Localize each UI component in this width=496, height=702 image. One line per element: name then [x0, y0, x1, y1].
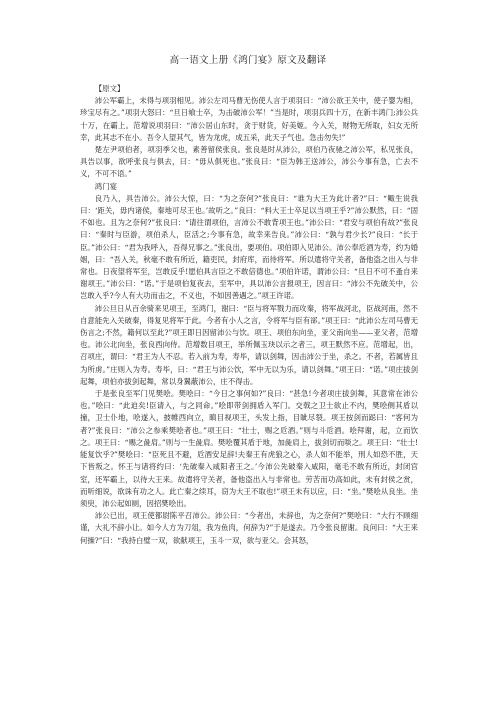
document-title: 高一语文上册《鸿门宴》原文及翻译: [169, 55, 327, 66]
paragraph-2: 楚左尹项伯者，项羽季父也，素善留侯张良。张良是时从沛公，项伯乃夜驰之沛公军，私见张良，具告以事，欲呼张良与俱去，曰：“毋从俱死也。”张良曰：“臣为韩王送沛公，沛公今事有急，亡去不义，不可不语。”: [80, 145, 418, 179]
paragraph-4: 沛公旦日从百余骑来见项王，至鸿门，谢曰：“臣与将军戮力而攻秦，将军战河北，臣战河南，然不自意能先入关破秦，得复见将军于此。今者有小人之言，令将军与臣有郤。”项王曰：“此沛公左司马曹无伤言之;不然，籍何以至此?”项王即日因留沛公与饮。项王、项伯东向坐，亚父南向坐——亚父者，范增也。沛公北向坐，张良西向侍。范增数目项王，举所佩玉玦以示之者三，项王默然不应。范增起，出，召项庄，谓曰：“君王为人不忍。若入前为寿，寿毕，请以剑舞，因击沛公于坐，杀之。不者，若属皆且为所虏。”庄则入为寿。寿毕，曰：“君王与沛公饮，军中无以为乐，请以剑舞。”项王曰：“诺。”项庄拔剑起舞，项伯亦拔剑起舞，常以身翼蔽沛公，庄不得击。: [80, 303, 418, 386]
paragraph-1: 沛公军霸上，未得与项羽相见。沛公左司马曹无伤使人言于项羽曰：“沛公欲王关中，使子婴为相，珍宝尽有之。”项羽大怒曰：“旦日飨士卒，为击破沛公军！”当是时，项羽兵四十万，在新丰鸿门;沛公兵十万，在霸上。范增说项羽曰：“沛公居山东时，贪于财货，好美姬。今入关，财物无所取，妇女无所幸，此其志不在小。吾令人望其气，皆为龙虎，成五采，此天子气也。急击勿失!”: [80, 96, 418, 142]
paragraph-6: 沛公已出，项王使都尉陈平召沛公。沛公曰：“今者出，未辞也，为之奈何?”樊哙曰：“大行不顾细谨，大礼不辞小让。如今人方为刀俎，我为鱼肉，何辞为?”于是遂去。乃令张良留谢。良问曰：“大王来何操?”曰：“我持白璧一双，欲献项王，玉斗一双，欲与亚父。会其怒，: [80, 511, 418, 545]
document-body: [80, 83, 418, 547]
section-heading-original: 【原文】: [94, 84, 125, 93]
paragraph-5: 于是张良至军门见樊哙。樊哙曰：“今日之事何如?”良曰：“甚急!今者项庄拔剑舞，其意常在沛公也。”哙曰：“此迫矣!臣请入，与之同命。”哙即带剑拥盾入军门。交戟之卫士欲止不内，樊哙侧其盾以撞，卫士仆地，哙遂入，披帷西向立，瞋目视项王，头发上指，目眦尽裂。项王按剑而跽曰：“客何为者?”张良曰：“沛公之参乘樊哙者也。”项王曰：“壮士，赐之卮酒。”则与斗卮酒。哙拜谢，起，立而饮之。项王曰：“赐之彘肩。”则与一生彘肩。樊哙覆其盾于地，加彘肩上，拔剑切而啖之。项王曰：“壮士!能复饮乎?”樊哙曰：“臣死且不避，卮酒安足辞!夫秦王有虎狼之心，杀人如不能举，刑人如恐不胜，天下皆叛之。怀王与诸将约曰：‘先破秦入咸阳者王之。’今沛公先破秦入咸阳，毫毛不敢有所近，封闭宫室，还军霸上，以待大王来。故遣将守关者，备他盗出入与非常也。劳苦而功高如此，未有封侯之赏，而听细说，欲诛有功之人。此亡秦之续耳，窃为大王不取也!”项王未有以应，曰：“坐。”樊哙从良坐。坐须臾，沛公起如厕，因招樊哙出。: [80, 389, 418, 508]
paragraph-3: 良乃入，具告沛公。沛公大惊，曰：“为之奈何?”张良曰：“谁为大王为此计者?”曰：“鲰生说我曰：‘距关，毋内诸侯，秦地可尽王也。’故听之。”良曰：“料大王士卒足以当项王乎?”沛公默然，曰：“固不如也。且为之奈何?”张良曰：“请往谓项伯，言沛公不敢背项王也。”沛公曰：“君安与项伯有故?”张良曰：“秦时与臣游，项伯杀人，臣活之;今事有急，故幸来告良。”沛公曰：“孰与君少长?”良曰：“长于臣。”沛公曰：“君为我呼入，吾得兄事之。”张良出，要项伯。项伯即入见沛公。沛公奉卮酒为寿，约为婚姻，曰：“吾入关，秋毫不敢有所近，籍吏民，封府库，而待将军。所以遣将守关者，备他盗之出入与非常也。日夜望将军至，岂敢反乎!愿伯具言臣之不敢倍德也。”项伯许诺，谓沛公曰：“旦日不可不蚤自来谢项王。”沛公曰：“诺。”于是项伯复夜去，至军中，具以沛公言报项王，因言曰：“沛公不先破关中，公岂敢入乎?今人有大功而击之，不义也，不如因善遇之。”项王许诺。: [80, 193, 418, 301]
sub-heading: 鸿门宴: [94, 181, 117, 191]
